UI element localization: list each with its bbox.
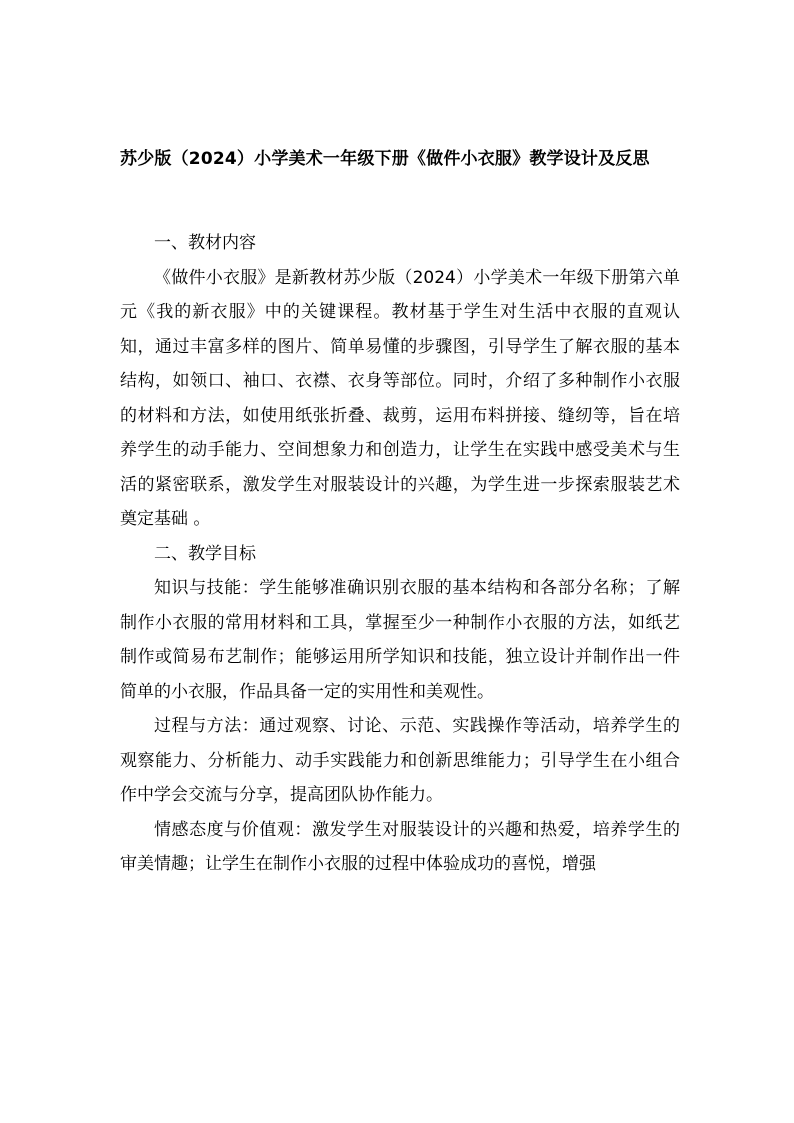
paragraph-process-methods: 过程与方法：通过观察、讨论、示范、实践操作等活动，培养学生的观察能力、分析能力、动手实践能力和创新思维能力；引导学生在小组合作中学会交流与分享，提高团队协作能力。 <box>120 716 680 805</box>
paragraph-emotions-values: 情感态度与价值观：激发学生对服装设计的兴趣和热爱，培养学生的审美情趣；让学生在制作小衣服的过程中体验成功的喜悦，增强 <box>120 819 680 874</box>
document-body <box>120 226 680 882</box>
paragraph-materials: 《做件小衣服》是新教材苏少版（2024）小学美术一年级下册第六单元《我的新衣服》中的关键课程。教材基于学生对生活中衣服的直观认知，通过丰富多样的图片、简单易懂的步骤图，引导学生了解衣服的基本结构，如领口、袖口、衣襟、衣身等部位。同时，介绍了多种制作小衣服的材料和方法，如使用纸张折叠、裁剪，运用布料拼接、缝纫等，旨在培养学生的动手能力、空间想象力和创造力，让学生在实践中感受美术与生活的紧密联系，激发学生对服装设计的兴趣，为学生进一步探索服装艺术奠定基础 。 <box>120 267 680 529</box>
paragraph-knowledge-skills: 知识与技能：学生能够准确识别衣服的基本结构和各部分名称；了解制作小衣服的常用材料和工具，掌握至少一种制作小衣服的方法，如纸艺制作或简易布艺制作；能够运用所学知识和技能，独立设计并制作出一件简单的小衣服，作品具备一定的实用性和美观性。 <box>120 578 680 702</box>
section-heading-materials: 一、教材内容 <box>154 233 256 253</box>
document-title: 苏少版（2024）小学美术一年级下册《做件小衣服》教学设计及反思 <box>120 149 650 169</box>
section-heading-objectives: 二、教学目标 <box>154 543 256 564</box>
